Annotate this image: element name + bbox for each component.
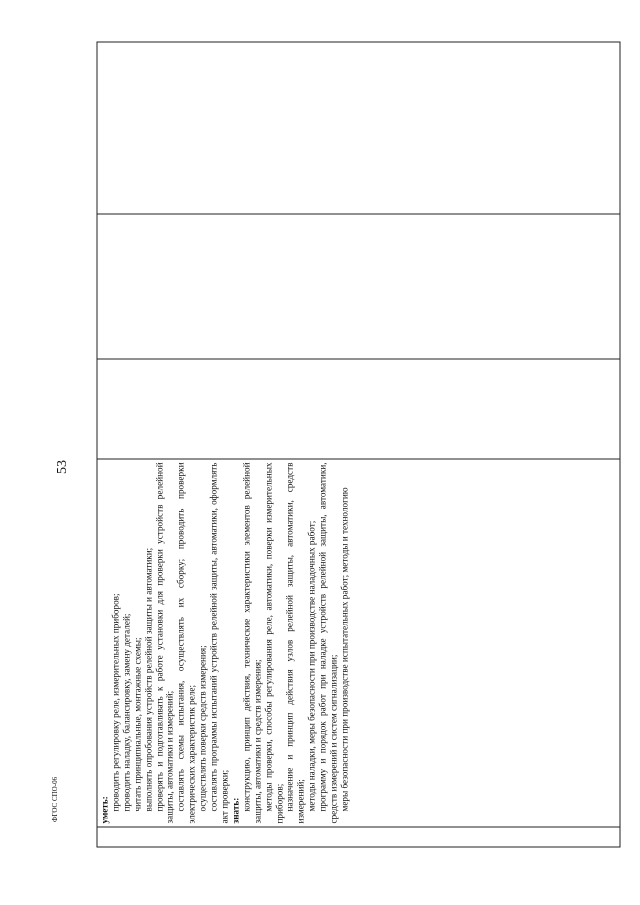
empty-cell xyxy=(97,214,620,359)
skill-item: проводить регулировку реле, измерительных приборов; xyxy=(109,592,120,811)
competency-table-rotated xyxy=(96,42,620,847)
empty-cell xyxy=(97,359,620,459)
knowledge-item: меры безопасности при производстве испытательных работ; методы и технологию xyxy=(338,486,349,811)
knowledge-item: методы наладки, меры безопасности при производстве наладочных работ; xyxy=(306,520,317,811)
skill-item: выполнять опробования устройств релейной защиты и автоматики; xyxy=(142,547,153,811)
knowledge-item: методы проверки, способы регулирования реле, автоматики, поверки измерительных приборов; xyxy=(262,462,284,823)
skill-item: проверять и подготавливать к работе установки для проверки устройств релейной защиты, автоматики и измерений; xyxy=(153,462,175,823)
skill-item: составлять схемы испытания, осуществлять их сборку; проводить проверки электрических характеристик реле; xyxy=(175,462,197,823)
knowledge-item: программу и порядок работ при наладке устройств релейной защиты, автоматики, средств измерений и систем сигнализации; xyxy=(317,462,339,823)
knowledge-item: назначение и принцип действия узлов релейной защиты, автоматики, средств измерений; xyxy=(284,462,306,823)
skills-heading: уметь: xyxy=(99,795,109,823)
skill-item: читать принципиальные, монтажные схемы; xyxy=(131,637,142,811)
content-cell xyxy=(97,459,620,827)
knowledge-item: конструкцию, принцип действия, технические характеристики элементов релейной защиты, автоматики и средств измерения; xyxy=(240,462,262,823)
empty-cell xyxy=(97,42,620,214)
skill-item: проводить наладку, балансировку, замену деталей; xyxy=(120,613,131,811)
footer-mark: ФГОС СПО-06 xyxy=(51,776,59,822)
competency-table xyxy=(96,41,620,847)
knowledge-heading: знать: xyxy=(229,797,240,823)
page-number: 53 xyxy=(55,460,70,474)
skill-item: составлять программы испытаний устройств релейной защиты, автоматики, оформлять акт проверки; xyxy=(208,462,229,823)
content-text xyxy=(97,459,350,826)
index-cell xyxy=(97,827,620,847)
skill-item: осуществлять поверки средств измерения; xyxy=(197,644,208,811)
